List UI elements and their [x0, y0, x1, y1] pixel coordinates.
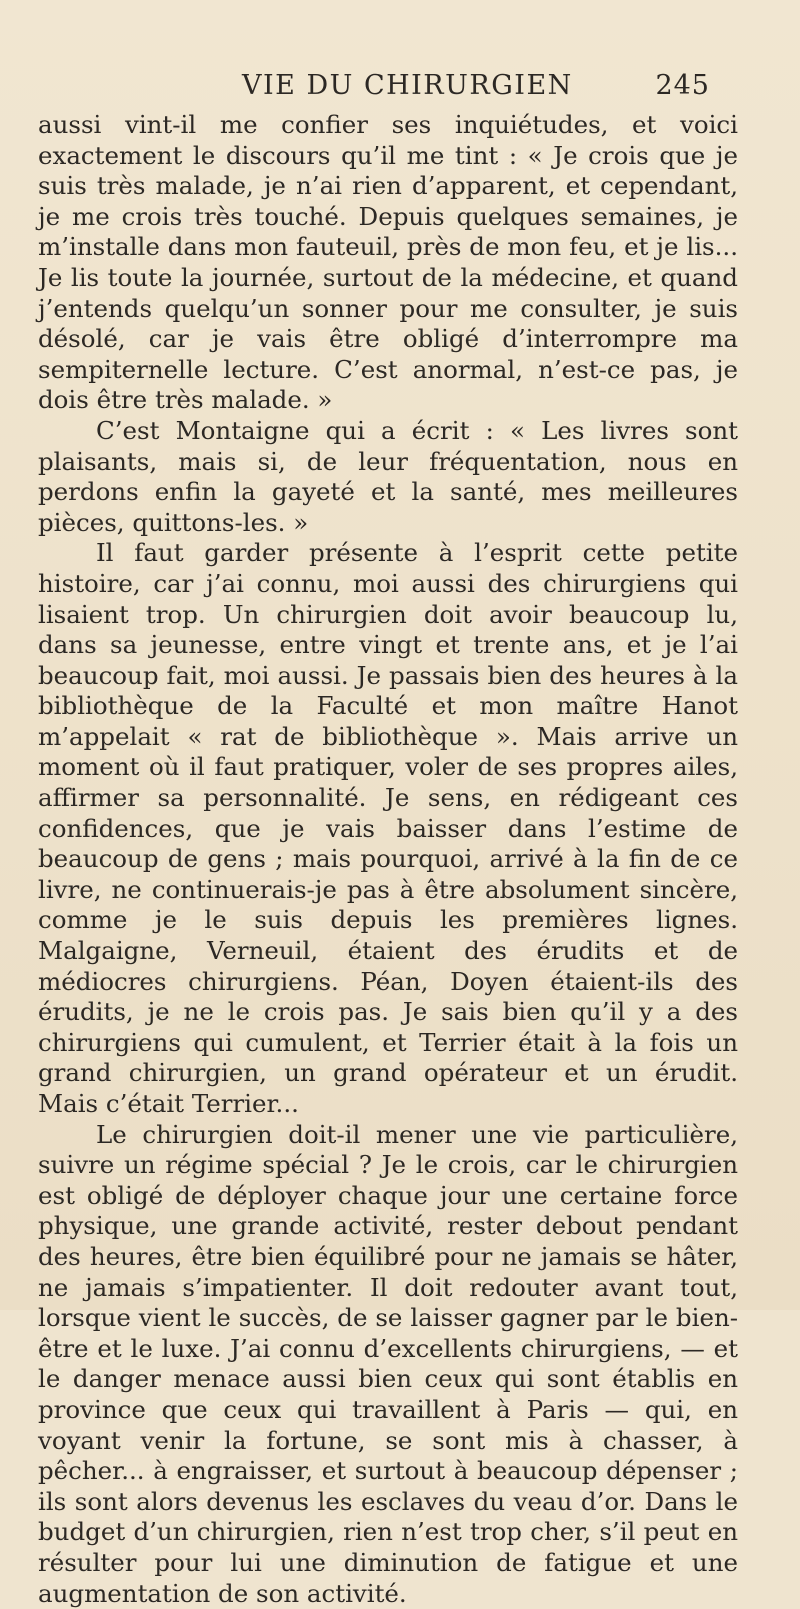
paragraph: aussi vint-il me confier ses inquiétudes, et voici exactement le discours qu’il me tint : « Je crois que je suis très malade, je n’ai rien d’apparent, et cependant, je me crois très touché. Depuis quelques semaines, je m’installe dans mon fauteuil, près de mon feu, et je lis... Je lis toute la journée, surtout de la médecine, et quand j’entends quelqu’un sonner pour me consulter, je suis désolé, car je vais être obligé d’interrompre ma sempiternelle lecture. C’est anormal, n’est-ce pas, je dois être très malade. »: [38, 110, 738, 415]
paragraph: C’est Montaigne qui a écrit : « Les livres sont plaisants, mais si, de leur fréquentation, nous en perdons enfin la gayeté et la santé, mes meilleures pièces, quittons-les. »: [38, 415, 738, 537]
page-number: 245: [655, 70, 710, 101]
body-text: [38, 110, 738, 1609]
running-title: VIE DU CHIRURGIEN: [242, 70, 573, 101]
paragraph: Il faut garder présente à l’esprit cette petite histoire, car j’ai connu, moi aussi des chirurgiens qui lisaient trop. Un chirurgien doit avoir beaucoup lu, dans sa jeunesse, entre vingt et trente ans, et je l’ai beaucoup fait, moi aussi. Je passais bien des heures à la bibliothèque de la Faculté et mon maître Hanot m’appelait « rat de bibliothèque ». Mais arrive un moment où il faut pratiquer, voler de ses propres ailes, affirmer sa personnalité. Je sens, en rédigeant ces confidences, que je vais baisser dans l’estime de beaucoup de gens ; mais pourquoi, arrivé à la fin de ce livre, ne continuerais-je pas à être absolument sincère, comme je le suis depuis les premières lignes. Malgaigne, Verneuil, étaient des érudits et de médiocres chirurgiens. Péan, Doyen étaient-ils des érudits, je ne le crois pas. Je sais bien qu’il y a des chirurgiens qui cumulent, et Terrier était à la fois un grand chirurgien, un grand opérateur et un érudit. Mais c’était Terrier...: [38, 538, 738, 1118]
paragraph: Le chirurgien doit-il mener une vie particulière, suivre un régime spécial ? Je le crois, car le chirurgien est obligé de déployer chaque jour une certaine force physique, une grande activité, rester debout pendant des heures, être bien équilibré pour ne jamais se hâter, ne jamais s’impatienter. Il doit redouter avant tout, lorsque vient le succès, de se laisser gagner par le bien-être et le luxe. J’ai connu d’excellents chirurgiens, — et le danger menace aussi bien ceux qui sont établis en province que ceux qui travaillent à Paris — qui, en voyant venir la fortune, se sont mis à chasser, à pêcher... à engraisser, et surtout à beaucoup dépenser ; ils sont alors devenus les esclaves du veau d’or. Dans le budget d’un chirurgien, rien n’est trop cher, s’il peut en résulter pour lui une diminution de fatigue et une augmentation de son activité.: [38, 1119, 738, 1608]
running-head: [150, 70, 710, 104]
